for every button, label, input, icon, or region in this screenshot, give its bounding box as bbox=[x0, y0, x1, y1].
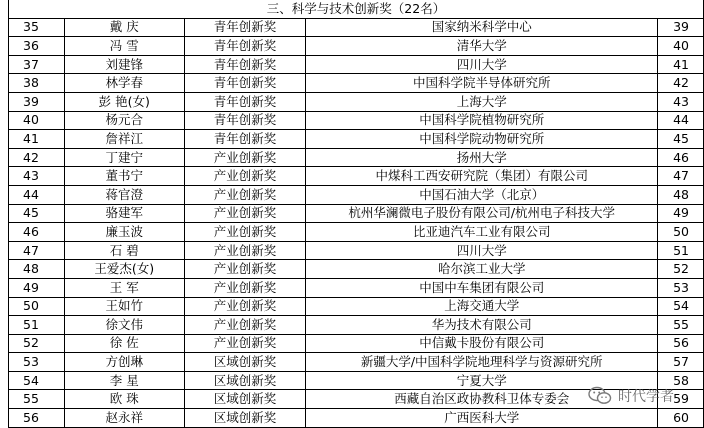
page-number: 45 bbox=[658, 130, 704, 149]
table-row bbox=[9, 37, 704, 56]
watermark bbox=[588, 386, 674, 406]
table-row bbox=[9, 18, 704, 37]
table-row bbox=[9, 223, 704, 242]
table-row bbox=[9, 92, 704, 111]
table-row bbox=[9, 185, 704, 204]
award-category: 区域创新奖 bbox=[184, 409, 306, 428]
awardee-name: 李 星 bbox=[64, 371, 184, 390]
work-unit: 西藏自治区政协教科卫体专委会 bbox=[306, 390, 658, 409]
row-number: 53 bbox=[9, 353, 65, 372]
awardee-name: 戴 庆 bbox=[64, 18, 184, 37]
awardee-name: 石 碧 bbox=[64, 241, 184, 260]
awardee-name: 王如竹 bbox=[64, 297, 184, 316]
awardee-name: 王 军 bbox=[64, 278, 184, 297]
award-category: 区域创新奖 bbox=[184, 390, 306, 409]
award-category: 产业创新奖 bbox=[184, 241, 306, 260]
work-unit: 清华大学 bbox=[306, 37, 658, 56]
page-number: 60 bbox=[658, 409, 704, 428]
row-number: 51 bbox=[9, 316, 65, 335]
awardee-name: 方创琳 bbox=[64, 353, 184, 372]
work-unit: 广西医科大学 bbox=[306, 409, 658, 428]
awardee-name: 廉玉波 bbox=[64, 223, 184, 242]
page-number: 46 bbox=[658, 148, 704, 167]
awardee-name: 王爱杰(女) bbox=[64, 260, 184, 279]
table-row bbox=[9, 353, 704, 372]
award-category: 产业创新奖 bbox=[184, 334, 306, 353]
award-category: 产业创新奖 bbox=[184, 297, 306, 316]
work-unit: 中国科学院植物研究所 bbox=[306, 111, 658, 130]
award-category: 青年创新奖 bbox=[184, 37, 306, 56]
row-number: 36 bbox=[9, 37, 65, 56]
work-unit: 杭州华澜微电子股份有限公司/杭州电子科技大学 bbox=[306, 204, 658, 223]
awardee-name: 赵永祥 bbox=[64, 409, 184, 428]
work-unit: 四川大学 bbox=[306, 241, 658, 260]
work-unit: 四川大学 bbox=[306, 55, 658, 74]
page-number: 44 bbox=[658, 111, 704, 130]
page-number: 56 bbox=[658, 334, 704, 353]
table-row bbox=[9, 55, 704, 74]
award-category: 区域创新奖 bbox=[184, 353, 306, 372]
page-number: 51 bbox=[658, 241, 704, 260]
awardee-name: 彭 艳(女) bbox=[64, 92, 184, 111]
award-category: 青年创新奖 bbox=[184, 55, 306, 74]
award-category: 产业创新奖 bbox=[184, 260, 306, 279]
page-number: 49 bbox=[658, 204, 704, 223]
award-category: 产业创新奖 bbox=[184, 204, 306, 223]
awardee-name: 董书宁 bbox=[64, 167, 184, 186]
page-number: 59 bbox=[658, 390, 704, 409]
work-unit: 上海大学 bbox=[306, 92, 658, 111]
table-row bbox=[9, 409, 704, 428]
awardee-name: 林学春 bbox=[64, 74, 184, 93]
page-number: 54 bbox=[658, 297, 704, 316]
work-unit: 上海交通大学 bbox=[306, 297, 658, 316]
page-number: 58 bbox=[658, 371, 704, 390]
page-number: 50 bbox=[658, 223, 704, 242]
awardee-name: 詹祥江 bbox=[64, 130, 184, 149]
awardee-name: 徐文伟 bbox=[64, 316, 184, 335]
table-row bbox=[9, 167, 704, 186]
page-number: 39 bbox=[658, 18, 704, 37]
work-unit: 国家纳米科学中心 bbox=[306, 18, 658, 37]
page-number: 48 bbox=[658, 185, 704, 204]
work-unit: 宁夏大学 bbox=[306, 371, 658, 390]
row-number: 41 bbox=[9, 130, 65, 149]
work-unit: 比亚迪汽车工业有限公司 bbox=[306, 223, 658, 242]
award-category: 产业创新奖 bbox=[184, 223, 306, 242]
row-number: 43 bbox=[9, 167, 65, 186]
page-number: 52 bbox=[658, 260, 704, 279]
award-category: 产业创新奖 bbox=[184, 316, 306, 335]
award-category: 青年创新奖 bbox=[184, 130, 306, 149]
row-number: 39 bbox=[9, 92, 65, 111]
awardee-name: 骆建军 bbox=[64, 204, 184, 223]
row-number: 44 bbox=[9, 185, 65, 204]
row-number: 52 bbox=[9, 334, 65, 353]
table-row bbox=[9, 316, 704, 335]
awardee-name: 杨元合 bbox=[64, 111, 184, 130]
page-number: 43 bbox=[658, 92, 704, 111]
award-category: 产业创新奖 bbox=[184, 278, 306, 297]
row-number: 40 bbox=[9, 111, 65, 130]
table-row bbox=[9, 278, 704, 297]
award-category: 产业创新奖 bbox=[184, 148, 306, 167]
page-number: 41 bbox=[658, 55, 704, 74]
work-unit: 新疆大学/中国科学院地理科学与资源研究所 bbox=[306, 353, 658, 372]
work-unit: 中国科学院半导体研究所 bbox=[306, 74, 658, 93]
award-category: 产业创新奖 bbox=[184, 167, 306, 186]
table-row bbox=[9, 260, 704, 279]
award-category: 青年创新奖 bbox=[184, 74, 306, 93]
table-row bbox=[9, 130, 704, 149]
row-number: 56 bbox=[9, 409, 65, 428]
table-row bbox=[9, 111, 704, 130]
row-number: 55 bbox=[9, 390, 65, 409]
awardee-name: 刘建锋 bbox=[64, 55, 184, 74]
table-row bbox=[9, 297, 704, 316]
work-unit: 中国中车集团有限公司 bbox=[306, 278, 658, 297]
awardee-name: 徐 佐 bbox=[64, 334, 184, 353]
work-unit: 中国石油大学（北京） bbox=[306, 185, 658, 204]
row-number: 45 bbox=[9, 204, 65, 223]
row-number: 48 bbox=[9, 260, 65, 279]
awardee-name: 丁建宁 bbox=[64, 148, 184, 167]
row-number: 42 bbox=[9, 148, 65, 167]
row-number: 37 bbox=[9, 55, 65, 74]
table-row bbox=[9, 148, 704, 167]
award-category: 产业创新奖 bbox=[184, 185, 306, 204]
row-number: 50 bbox=[9, 297, 65, 316]
page-number: 42 bbox=[658, 74, 704, 93]
row-number: 54 bbox=[9, 371, 65, 390]
row-number: 38 bbox=[9, 74, 65, 93]
table-row bbox=[9, 334, 704, 353]
page-number: 57 bbox=[658, 353, 704, 372]
page-number: 47 bbox=[658, 167, 704, 186]
page-number: 55 bbox=[658, 316, 704, 335]
award-category: 青年创新奖 bbox=[184, 18, 306, 37]
award-table bbox=[8, 0, 704, 428]
award-category: 青年创新奖 bbox=[184, 111, 306, 130]
work-unit: 哈尔滨工业大学 bbox=[306, 260, 658, 279]
page-number: 53 bbox=[658, 278, 704, 297]
awardee-name: 蒋官澄 bbox=[64, 185, 184, 204]
awardee-name: 冯 雪 bbox=[64, 37, 184, 56]
section-title: 三、科学与技术创新奖（22名） bbox=[9, 0, 704, 18]
table-row bbox=[9, 204, 704, 223]
row-number: 46 bbox=[9, 223, 65, 242]
awardee-name: 欧 珠 bbox=[64, 390, 184, 409]
work-unit: 中煤科工西安研究院（集团）有限公司 bbox=[306, 167, 658, 186]
section-title-row bbox=[9, 0, 704, 18]
work-unit: 华为技术有限公司 bbox=[306, 316, 658, 335]
row-number: 47 bbox=[9, 241, 65, 260]
work-unit: 扬州大学 bbox=[306, 148, 658, 167]
award-category: 青年创新奖 bbox=[184, 92, 306, 111]
watermark-text: 时代学者 bbox=[618, 389, 674, 405]
award-category: 区域创新奖 bbox=[184, 371, 306, 390]
row-number: 35 bbox=[9, 18, 65, 37]
wechat-icon bbox=[588, 386, 612, 406]
table-row bbox=[9, 241, 704, 260]
work-unit: 中国科学院动物研究所 bbox=[306, 130, 658, 149]
page-number: 40 bbox=[658, 37, 704, 56]
table-row bbox=[9, 74, 704, 93]
row-number: 49 bbox=[9, 278, 65, 297]
work-unit: 中信戴卡股份有限公司 bbox=[306, 334, 658, 353]
